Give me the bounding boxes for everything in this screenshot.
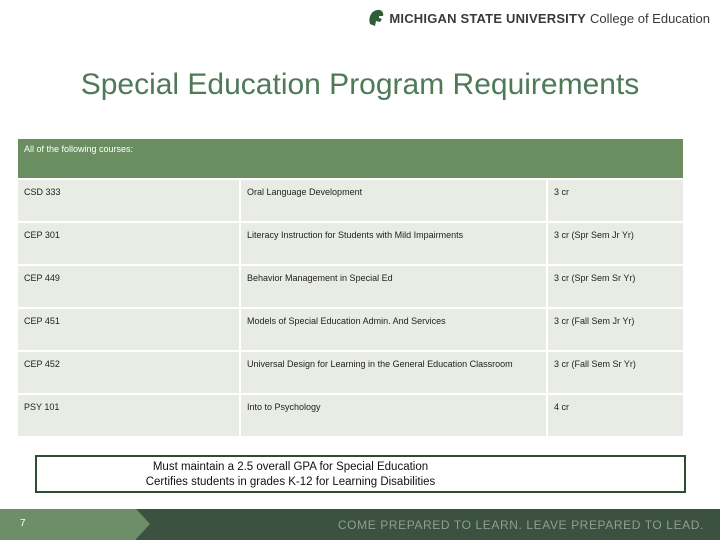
msu-logo xyxy=(367,6,710,30)
course-code: CEP 449 xyxy=(18,266,241,307)
course-name: Literacy Instruction for Students with Mild Impairments xyxy=(241,223,548,264)
course-credits: 3 cr (Fall Sem Sr Yr) xyxy=(548,352,683,393)
course-name: Universal Design for Learning in the General Education Classroom xyxy=(241,352,548,393)
logo-university-name: MICHIGAN STATE UNIVERSITY xyxy=(389,10,587,26)
table-row xyxy=(18,264,683,307)
course-code: PSY 101 xyxy=(18,395,241,436)
course-credits: 4 cr xyxy=(548,395,683,436)
table-row xyxy=(18,393,683,436)
page-title: Special Education Program Requirements xyxy=(80,68,640,101)
courses-table xyxy=(18,139,683,436)
course-name: Into to Psychology xyxy=(241,395,548,436)
course-code: CSD 333 xyxy=(18,180,241,221)
table-row xyxy=(18,307,683,350)
table-row xyxy=(18,178,683,221)
requirements-box xyxy=(35,455,686,493)
course-code: CEP 452 xyxy=(18,352,241,393)
requirement-gpa: Must maintain a 2.5 overall GPA for Special Education xyxy=(152,461,429,473)
table-row xyxy=(18,221,683,264)
course-credits: 3 cr (Spr Sem Jr Yr) xyxy=(548,223,683,264)
course-code: CEP 451 xyxy=(18,309,241,350)
course-credits: 3 cr xyxy=(548,180,683,221)
spartan-helmet-icon xyxy=(367,8,385,28)
table-header: All of the following courses: xyxy=(18,139,683,178)
logo-college-name: College of Education xyxy=(590,10,710,26)
course-code: CEP 301 xyxy=(18,223,241,264)
requirement-certification: Certifies students in grades K-12 for Learning Disabilities xyxy=(145,476,436,488)
footer-arrow-icon xyxy=(136,509,150,539)
footer-bar xyxy=(0,509,720,540)
course-name: Behavior Management in Special Ed xyxy=(241,266,548,307)
footer-slogan: COME PREPARED TO LEARN. LEAVE PREPARED TO LEAD. xyxy=(337,518,704,532)
page-number: 7 xyxy=(20,518,26,529)
course-credits: 3 cr (Fall Sem Jr Yr) xyxy=(548,309,683,350)
course-credits: 3 cr (Spr Sem Sr Yr) xyxy=(548,266,683,307)
course-name: Models of Special Education Admin. And Services xyxy=(241,309,548,350)
table-row xyxy=(18,350,683,393)
course-name: Oral Language Development xyxy=(241,180,548,221)
